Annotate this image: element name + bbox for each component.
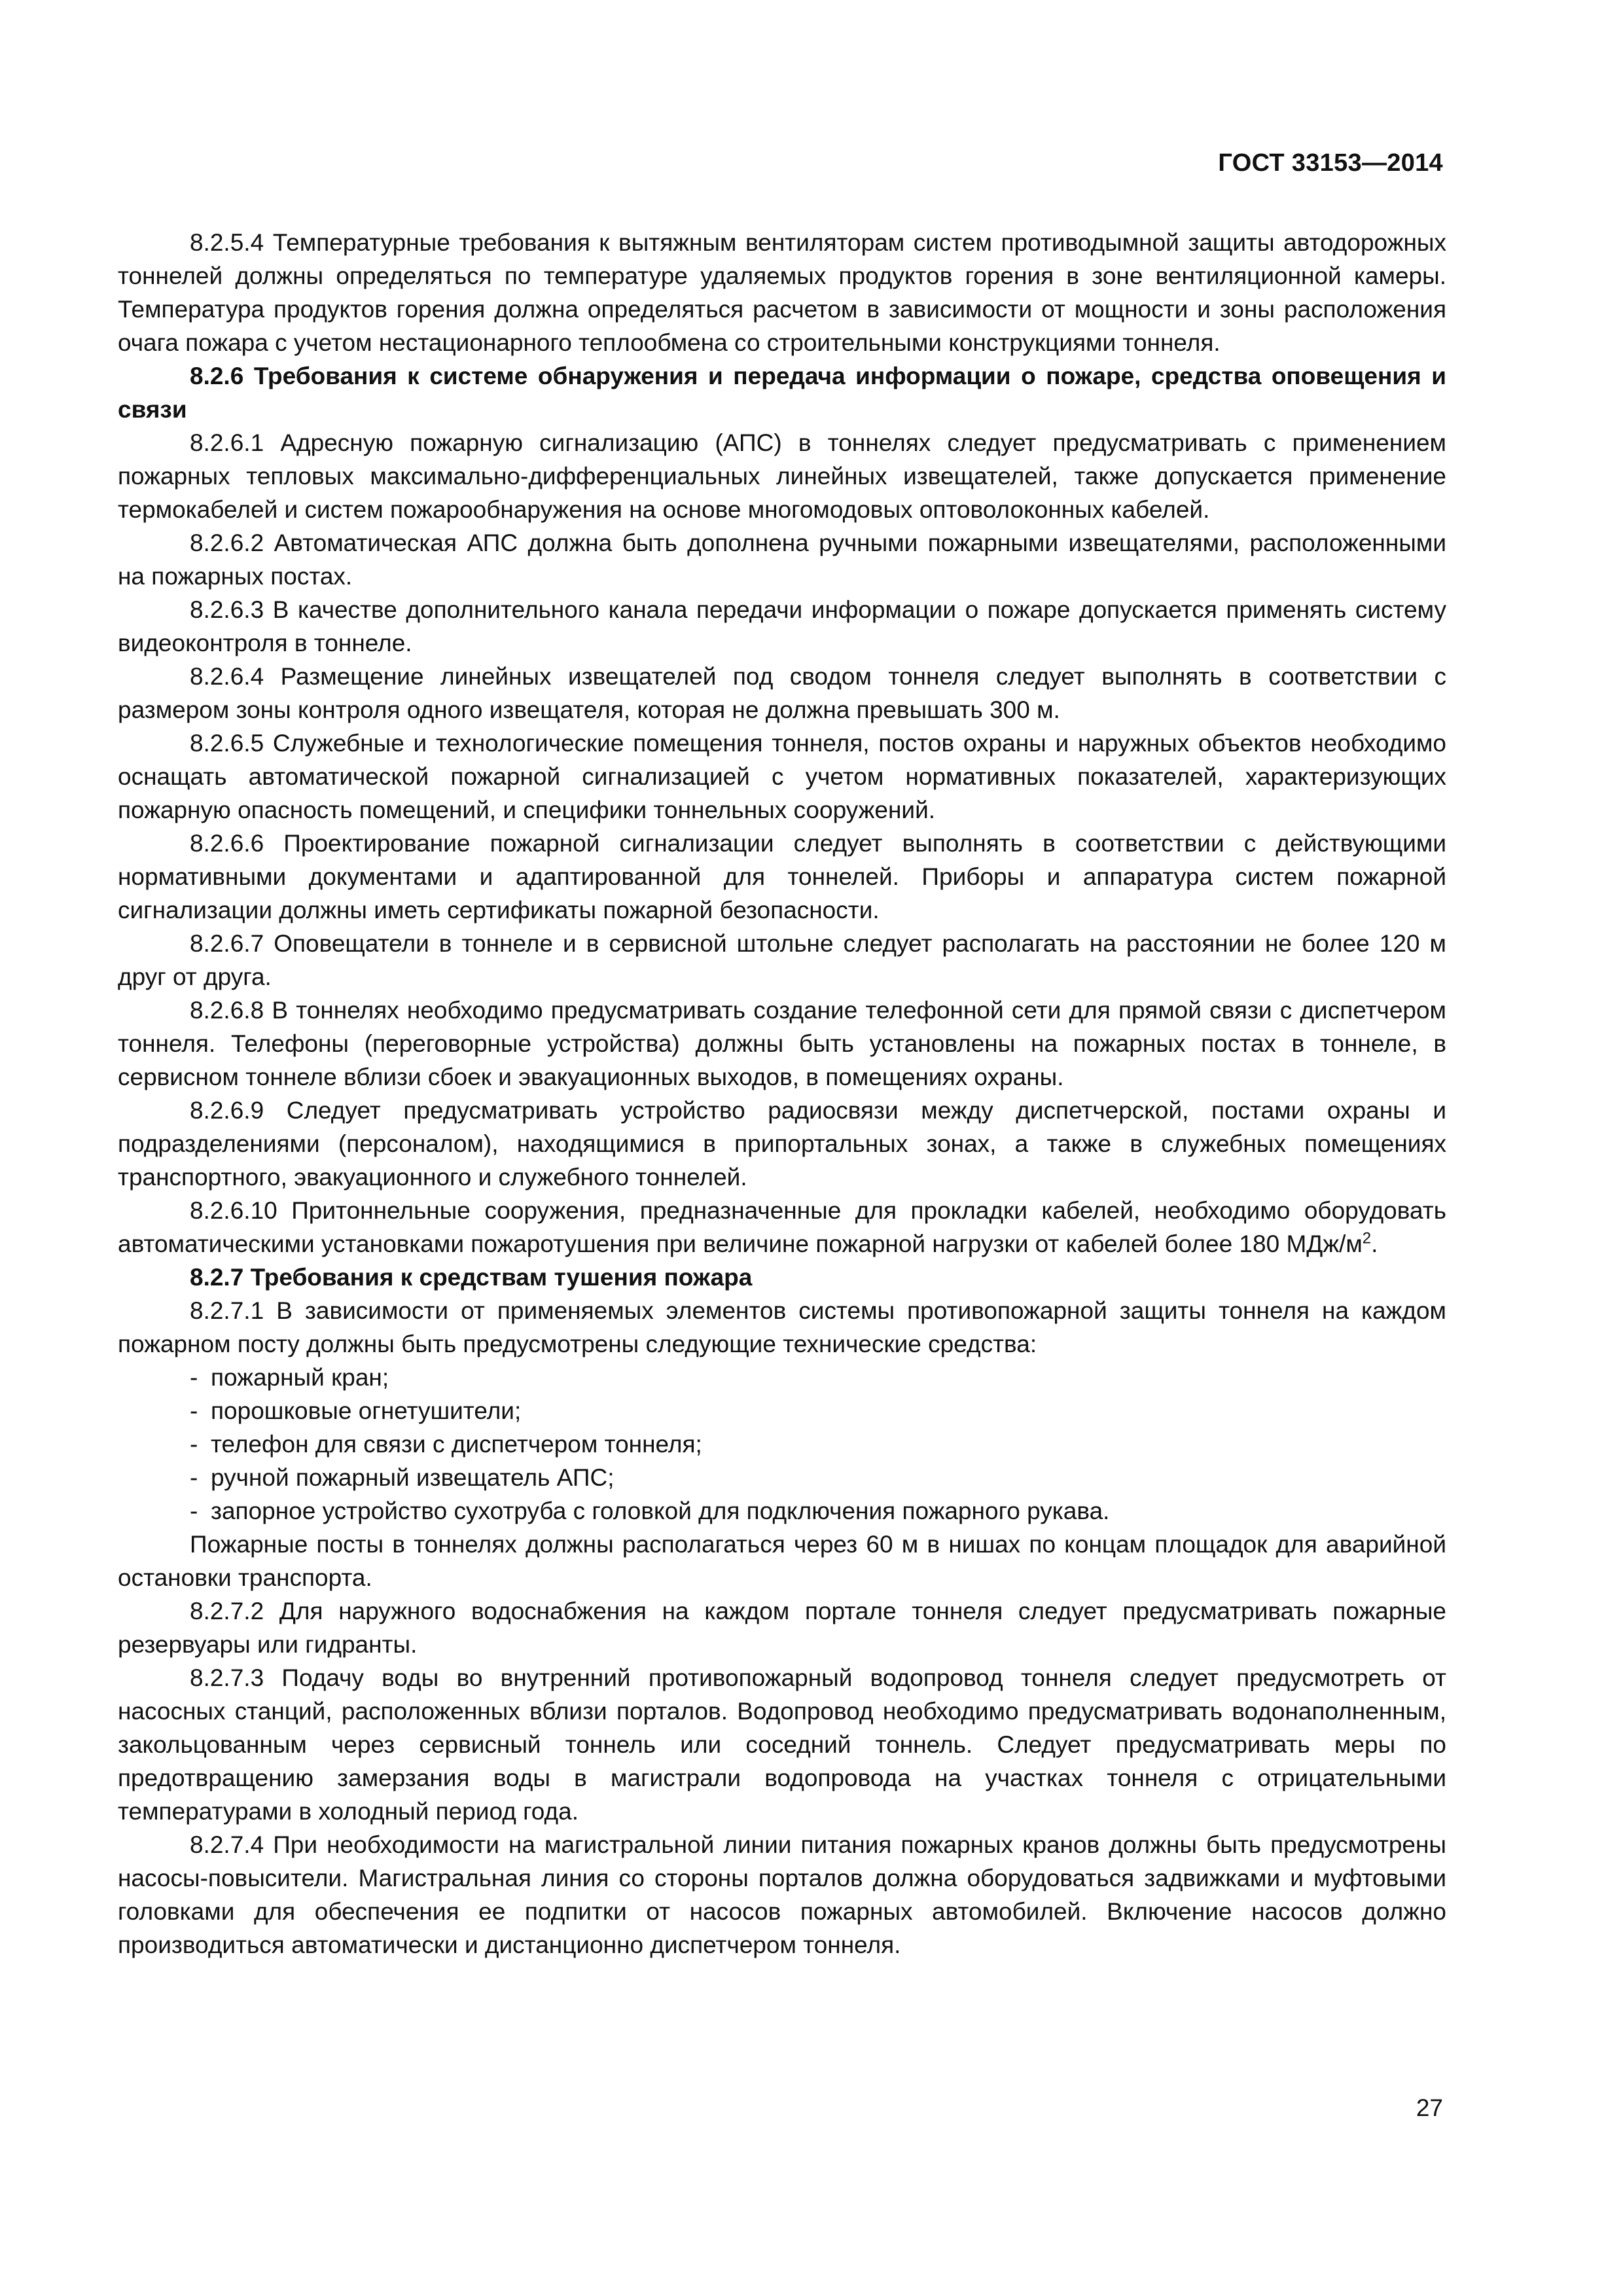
list-dash: - <box>190 1364 198 1391</box>
document-body <box>118 226 1446 1962</box>
list-item-text: ручной пожарный извещатель АПС; <box>211 1464 615 1491</box>
document-header: ГОСТ 33153—2014 <box>1218 149 1443 177</box>
list-item <box>118 1494 1446 1528</box>
paragraph-8-2-6-10-text: 8.2.6.10 Притоннельные сооружения, предназначенные для прокладки кабелей, необходимо оборудовать автоматическими установками пожаротушения при величине пожарной нагрузки от кабелей более 180 МДж/м <box>118 1197 1446 1257</box>
list-item <box>118 1361 1446 1394</box>
paragraph-8-2-6-9: 8.2.6.9 Следует предусматривать устройство радиосвязи между диспетчерской, постами охраны и подразделениями (персоналом), находящимися в припортальных зонах, а также в служебных помещениях транспортного, эвакуационного и служебного тоннелей. <box>118 1097 1446 1191</box>
paragraph-8-2-7-2: 8.2.7.2 Для наружного водоснабжения на каждом портале тоннеля следует предусматривать пожарные резервуары или гидранты. <box>118 1598 1446 1658</box>
paragraph-8-2-6-10-period: . <box>1371 1230 1378 1257</box>
paragraph-8-2-7-4: 8.2.7.4 При необходимости на магистральной линии питания пожарных кранов должны быть предусмотрены насосы-повысители. Магистральная линия со стороны порталов должна оборудоваться задвижками и муфтовыми головками для обеспечения ее подпитки от насосов пожарных автомобилей. Включение насосов должно производиться автоматически и дистанционно диспетчером тоннеля. <box>118 1831 1446 1958</box>
list-item-text: пожарный кран; <box>211 1364 389 1391</box>
list-item-text: порошковые огнетушители; <box>211 1397 522 1424</box>
list-dash: - <box>190 1498 198 1524</box>
paragraph-8-2-6-10 <box>118 1194 1446 1261</box>
list-item <box>118 1427 1446 1461</box>
list-item <box>118 1394 1446 1427</box>
paragraph-8-2-6-1: 8.2.6.1 Адресную пожарную сигнализацию (АПС) в тоннелях следует предусматривать с применением пожарных тепловых максимально-дифференциальных линейных извещателей, также допускается применение термокабелей и систем пожарообнаружения на основе многомодовых оптоволоконных кабелей. <box>118 429 1446 523</box>
list-dash: - <box>190 1397 198 1424</box>
list-item-text: запорное устройство сухотруба с головкой для подключения пожарного рукава. <box>211 1498 1110 1524</box>
page-number: 27 <box>1416 2094 1443 2121</box>
heading-8-2-6: 8.2.6 Требования к системе обнаружения и передача информации о пожаре, средства оповещения и связи <box>118 363 1446 423</box>
list-item-text: телефон для связи с диспетчером тоннеля; <box>211 1431 702 1458</box>
paragraph-8-2-6-5: 8.2.6.5 Служебные и технологические помещения тоннеля, постов охраны и наружных объектов необходимо оснащать автоматической пожарной сигнализацией с учетом нормативных показателей, характеризующих пожарную опасность помещений, и специфики тоннельных сооружений. <box>118 730 1446 823</box>
paragraph-8-2-6-2: 8.2.6.2 Автоматическая АПС должна быть дополнена ручными пожарными извещателями, расположенными на пожарных постах. <box>118 529 1446 590</box>
list-item <box>118 1461 1446 1494</box>
paragraph-8-2-7-3: 8.2.7.3 Подачу воды во внутренний противопожарный водопровод тоннеля следует предусмотреть от насосных станций, расположенных вблизи порталов. Водопровод необходимо предусматривать водонаполненным, закольцованным через сервисный тоннель или соседний тоннель. Следует предусматривать меры по предотвращению замерзания воды в магистрали водопровода на участках тоннеля с отрицательными температурами в холодный период года. <box>118 1664 1446 1825</box>
list-dash: - <box>190 1464 198 1491</box>
paragraph-8-2-6-3: 8.2.6.3 В качестве дополнительного канала передачи информации о пожаре допускается применять систему видеоконтроля в тоннеле. <box>118 596 1446 656</box>
paragraph-8-2-6-7: 8.2.6.7 Оповещатели в тоннеле и в сервисной штольне следует располагать на расстоянии не более 120 м друг от друга. <box>118 930 1446 990</box>
paragraph-8-2-5-4: 8.2.5.4 Температурные требования к вытяжным вентиляторам систем противодымной защиты автодорожных тоннелей должны определяться по температуре удаляемых продуктов горения в зоне вентиляционной камеры. Температура продуктов горения должна определяться расчетом в зависимости от мощности и зоны расположения очага пожара с учетом нестационарного теплообмена со строительными конструкциями тоннеля. <box>118 229 1446 356</box>
paragraph-8-2-7-1: 8.2.7.1 В зависимости от применяемых элементов системы противопожарной защиты тоннеля на каждом пожарном посту должны быть предусмотрены следующие технические средства: <box>118 1297 1446 1357</box>
list-dash: - <box>190 1431 198 1458</box>
paragraph-8-2-6-6: 8.2.6.6 Проектирование пожарной сигнализации следует выполнять в соответствии с действующими нормативными документами и адаптированной для тоннелей. Приборы и аппаратура систем пожарной сигнализации должны иметь сертификаты пожарной безопасности. <box>118 830 1446 924</box>
superscript-squared: 2 <box>1362 1229 1372 1247</box>
paragraph-8-2-6-8: 8.2.6.8 В тоннелях необходимо предусматривать создание телефонной сети для прямой связи с диспетчером тоннеля. Телефоны (переговорные устройства) должны быть установлены на пожарных постах в тоннеле, в сервисном тоннеле вблизи сбоек и эвакуационных выходов, в помещениях охраны. <box>118 997 1446 1090</box>
paragraph-8-2-6-4: 8.2.6.4 Размещение линейных извещателей под сводом тоннеля следует выполнять в соответствии с размером зоны контроля одного извещателя, которая не должна превышать 300 м. <box>118 663 1446 723</box>
heading-8-2-7: 8.2.7 Требования к средствам тушения пожара <box>190 1264 753 1291</box>
paragraph-fire-posts: Пожарные посты в тоннелях должны располагаться через 60 м в нишах по концам площадок для аварийной остановки транспорта. <box>118 1531 1446 1591</box>
